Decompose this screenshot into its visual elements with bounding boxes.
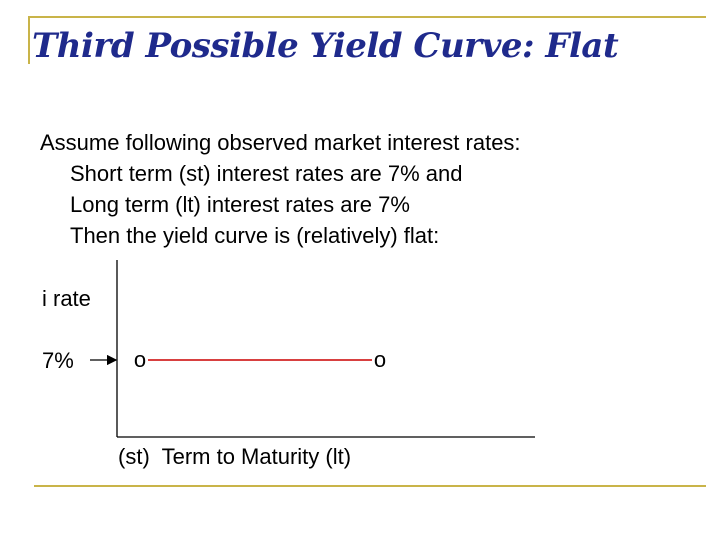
bullet-conclusion: Then the yield curve is (relatively) flat: [70,223,440,248]
point-short-term-marker: o [133,347,147,372]
intro-text: Assume following observed market interest rates: [40,130,521,155]
slide-title: Third Possible Yield Curve: Flat [32,26,619,66]
bullet-long-term: Long term (lt) interest rates are 7% [70,192,410,217]
y-axis-label: i rate [42,286,91,311]
y-tick-label-7pct: 7% [42,348,74,373]
x-axis-label: (st) Term to Maturity (lt) [118,444,352,469]
bullet-short-term: Short term (st) interest rates are 7% and [70,161,463,186]
point-long-term-marker: o [373,347,387,372]
